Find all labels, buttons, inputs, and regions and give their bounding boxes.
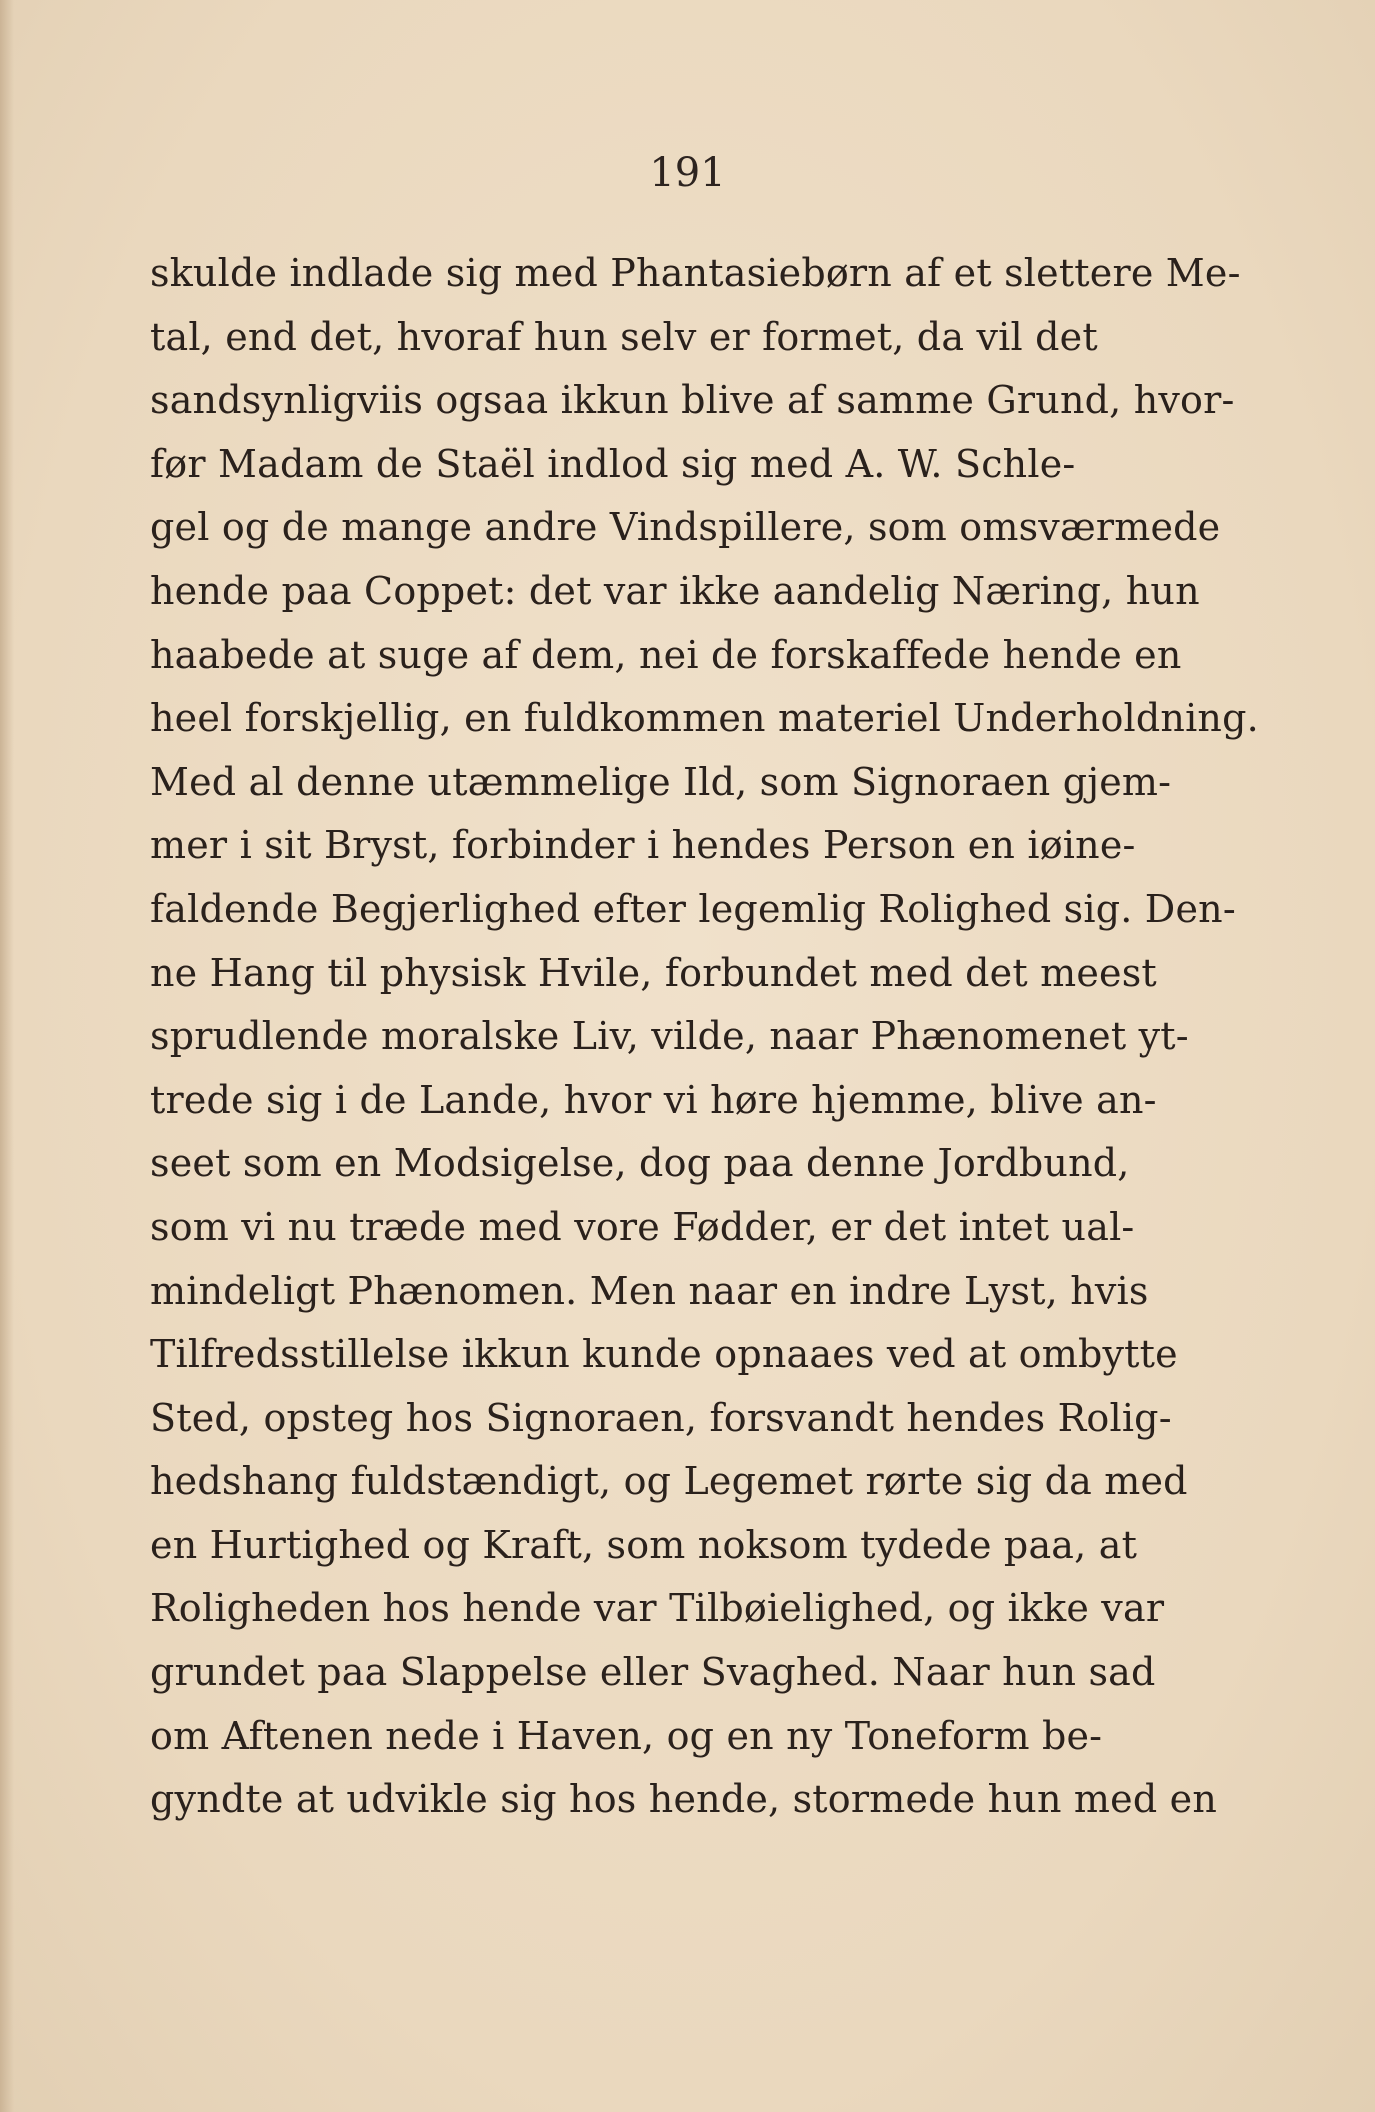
text-line: tal, end det, hvoraf hun selv er formet, da vil det xyxy=(150,314,1098,359)
text-line: mindeligt Phænomen. Men naar en indre Lyst, hvis xyxy=(150,1268,1149,1313)
text-line: sprudlende moralske Liv, vilde, naar Phænomenet yt- xyxy=(150,1014,1189,1059)
text-line: gel og de mange andre Vindspillere, som omsværmede xyxy=(150,505,1221,550)
text-line: hedshang fuldstændigt, og Legemet rørte sig da med xyxy=(150,1459,1188,1504)
text-line: seet som en Modsigelse, dog paa denne Jordbund, xyxy=(150,1141,1130,1186)
text-line: haabede at suge af dem, nei de forskaffede hende en xyxy=(150,632,1182,677)
text-line: skulde indlade sig med Phantasiebørn af et slettere Me- xyxy=(150,251,1241,295)
text-line: om Aftenen nede i Haven, og en ny Toneform be- xyxy=(150,1713,1103,1758)
text-line: faldende Begjerlighed efter legemlig Rolighed sig. Den- xyxy=(150,886,1236,931)
text-line: heel forskjellig, en fuldkommen materiel Underholdning. xyxy=(150,696,1259,741)
page-number: 191 xyxy=(649,150,726,196)
text-line: sandsynligviis ogsaa ikkun blive af samme Grund, hvor- xyxy=(150,378,1235,423)
text-line: gyndte at udvikle sig hos hende, stormede hun med en xyxy=(150,1777,1218,1822)
text-line: før Madam de Staël indlod sig med A. W. Schle- xyxy=(150,441,1076,486)
text-line: ne Hang til physisk Hvile, forbundet med det meest xyxy=(150,950,1157,995)
body-text xyxy=(150,242,1259,1832)
text-line: grundet paa Slappelse eller Svaghed. Naar hun sad xyxy=(150,1650,1156,1695)
text-line: en Hurtighed og Kraft, som noksom tydede paa, at xyxy=(150,1522,1138,1567)
text-line: Sted, opsteg hos Signoraen, forsvandt hendes Rolig- xyxy=(150,1395,1172,1440)
text-line: Roligheden hos hende var Tilbøielighed, og ikke var xyxy=(150,1586,1165,1631)
text-line: trede sig i de Lande, hvor vi høre hjemme, blive an- xyxy=(150,1077,1157,1122)
text-line: Med al denne utæmmelige Ild, som Signoraen gjem- xyxy=(150,759,1172,804)
page-binding-edge xyxy=(0,0,14,2112)
text-line: mer i sit Bryst, forbinder i hendes Person en iøine- xyxy=(150,823,1136,868)
text-line: hende paa Coppet: det var ikke aandelig Næring, hun xyxy=(150,568,1200,613)
text-line: Tilfredsstillelse ikkun kunde opnaaes ved at ombytte xyxy=(150,1332,1178,1377)
text-line: som vi nu træde med vore Fødder, er det intet ual- xyxy=(150,1204,1135,1249)
